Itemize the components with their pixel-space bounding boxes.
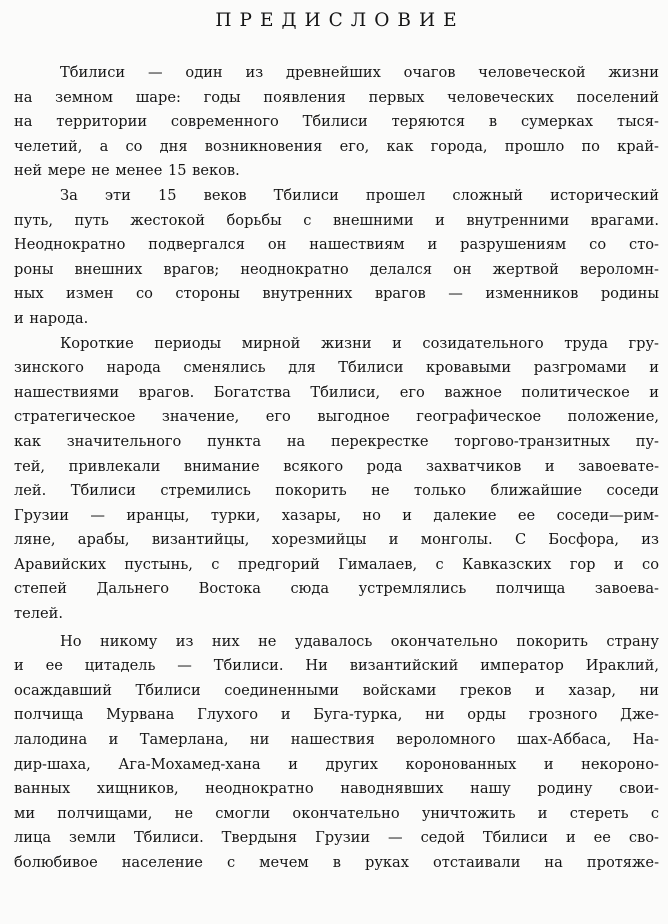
text-line: ных измен со стороны внутренних врагов — изменников родины [14, 285, 659, 303]
text-line: Тбилиси — один из древнейших очагов человеческой жизни [60, 64, 659, 81]
text-line: Грузии — иранцы, турки, хазары, но и далекие ее соседи—рим- [14, 506, 659, 524]
text-line: Короткие периоды мирной жизни и созидательного труда гру- [60, 334, 659, 352]
text-line: осаждавший Тбилиси соединенными войсками греков и хазар, ни [14, 681, 659, 699]
text-line: ляне, арабы, византийцы, хорезмийцы и монголы. С Босфора, из [14, 531, 659, 549]
text-line: и народа. [14, 309, 89, 327]
text-line: степей Дальнего Востока сюда устремлялись полчища завоева- [14, 580, 659, 598]
text-line: За эти 15 веков Тбилиси прошел сложный исторический [60, 186, 659, 204]
paragraph-1 [14, 61, 659, 184]
text-line: ванных хищников, неоднократно наводнявших нашу родину свои- [14, 780, 659, 798]
body-text [14, 61, 659, 876]
text-line: лица земли Тбилиси. Твердыня Грузии — седой Тбилиси и ее сво- [14, 829, 659, 847]
text-line: полчища Мурвана Глухого и Буга-турка, ни орды грозного Дже- [14, 706, 659, 724]
paragraph-4 [14, 630, 659, 876]
text-line: болюбивое население с мечем в руках отстаивали на протяже- [14, 854, 659, 871]
text-line: нашествиями врагов. Богатства Тбилиси, его важное политическое и [14, 383, 659, 401]
text-line: путь, путь жестокой борьбы с внешними и внутренними врагами. [14, 211, 659, 229]
text-line: ми полчищами, не смогли окончательно уничтожить и стереть с [14, 804, 659, 822]
text-line: стратегическое значение, его выгодное географическое положение, [14, 408, 659, 426]
page-heading: ПРЕДИСЛОВИЕ [215, 10, 465, 31]
text-line: челетий, а со дня возникновения его, как города, прошло по край- [14, 137, 659, 155]
text-line: дир-шаха, Ага-Мохамед-хана и других коронованных и некоронo- [14, 755, 659, 773]
paragraph-3 [14, 332, 659, 627]
text-line: зинского народа сменялись для Тбилиси кровавыми разгромами и [14, 359, 659, 377]
text-line: на земном шаре: годы появления первых человеческих поселений [14, 88, 659, 106]
text-line: лей. Тбилиси стремились покорить не только ближайшие соседи [14, 482, 659, 500]
text-line: Аравийских пустынь, с предгорий Гималаев, с Кавказских гор и со [14, 555, 659, 573]
text-line: тей, привлекали внимание всякого рода захватчиков и завоевате- [14, 457, 659, 475]
text-line: и ее цитадель — Тбилиси. Ни византийский император Ираклий, [14, 657, 659, 675]
text-line: лалодина и Тамерлана, ни нашествия вероломного шах-Аббаса, На- [14, 731, 659, 749]
text-line: Неоднократно подвергался он нашествиям и разрушениям со сто- [14, 236, 659, 254]
text-line: ней мере не менее 15 веков. [14, 162, 240, 180]
text-line: как значительного пункта на перекрестке торгово-транзитных пу- [14, 432, 659, 450]
text-line: на территории современного Тбилиси теряются в сумерках тыся- [14, 113, 659, 131]
paragraph-2 [14, 184, 659, 332]
text-line: Но никому из них не удавалось окончательно покорить страну [60, 632, 659, 650]
text-line: телей. [14, 605, 63, 623]
text-line: роны внешних врагов; неоднократно делался он жертвой вероломн- [14, 260, 659, 278]
